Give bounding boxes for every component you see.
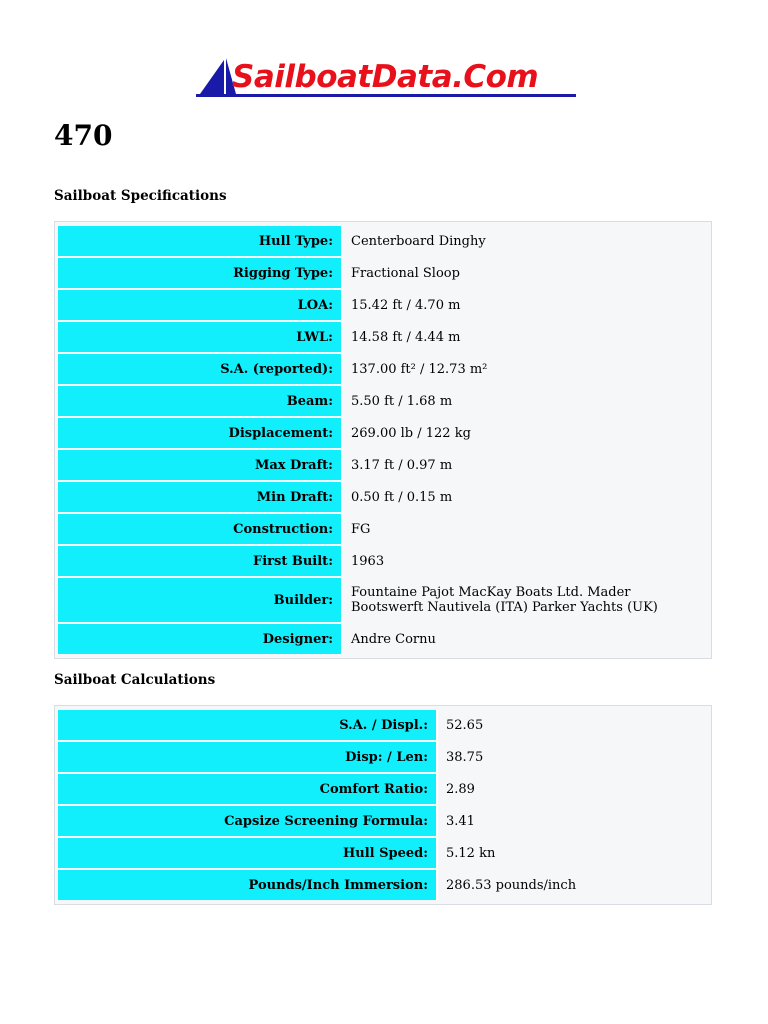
row-label: LWL: (58, 322, 343, 352)
row-value: FG (343, 514, 708, 544)
row-label: Builder: (58, 578, 343, 622)
row-value: 52.65 (438, 710, 708, 740)
table-row (58, 386, 708, 416)
specs-table (54, 221, 712, 659)
calcs-heading: Sailboat Calculations (54, 672, 216, 688)
table-row (58, 624, 708, 654)
row-value: 269.00 lb / 122 kg (343, 418, 708, 448)
row-value: Centerboard Dinghy (343, 226, 708, 256)
table-row (58, 710, 708, 740)
row-label: Hull Speed: (58, 838, 438, 868)
row-label: Displacement: (58, 418, 343, 448)
row-value: 14.58 ft / 4.44 m (343, 322, 708, 352)
row-label: Construction: (58, 514, 343, 544)
table-row (58, 546, 708, 576)
row-value: 0.50 ft / 0.15 m (343, 482, 708, 512)
row-label: Disp: / Len: (58, 742, 438, 772)
row-value: 3.17 ft / 0.97 m (343, 450, 708, 480)
row-value: 286.53 pounds/inch (438, 870, 708, 900)
row-label: S.A. / Displ.: (58, 710, 438, 740)
table-row (58, 578, 708, 622)
row-label: Hull Type: (58, 226, 343, 256)
table-row (58, 774, 708, 804)
logo-text: SailboatData.Com (232, 59, 539, 95)
table-row (58, 742, 708, 772)
row-value: 38.75 (438, 742, 708, 772)
site-logo[interactable] (196, 56, 578, 98)
row-label: S.A. (reported): (58, 354, 343, 384)
row-value: 137.00 ft² / 12.73 m² (343, 354, 708, 384)
table-row (58, 290, 708, 320)
table-row (58, 258, 708, 288)
row-label: Min Draft: (58, 482, 343, 512)
row-label: Beam: (58, 386, 343, 416)
row-value: 15.42 ft / 4.70 m (343, 290, 708, 320)
row-value: Fountaine Pajot MacKay Boats Ltd. Mader Bootswerft Nautivela (ITA) Parker Yachts (UK) (343, 578, 708, 622)
row-label: Rigging Type: (58, 258, 343, 288)
table-row (58, 806, 708, 836)
page-title: 470 (54, 119, 113, 152)
row-label: Pounds/Inch Immersion: (58, 870, 438, 900)
calcs-table (54, 705, 712, 905)
row-value: 2.89 (438, 774, 708, 804)
table-row (58, 418, 708, 448)
row-value: 1963 (343, 546, 708, 576)
table-row (58, 870, 708, 900)
row-value: Fractional Sloop (343, 258, 708, 288)
row-label: Max Draft: (58, 450, 343, 480)
row-value: Andre Cornu (343, 624, 708, 654)
row-value: 5.12 kn (438, 838, 708, 868)
table-row (58, 482, 708, 512)
table-row (58, 354, 708, 384)
row-label: Designer: (58, 624, 343, 654)
row-value: 5.50 ft / 1.68 m (343, 386, 708, 416)
table-row (58, 450, 708, 480)
row-label: First Built: (58, 546, 343, 576)
table-row (58, 514, 708, 544)
row-label: LOA: (58, 290, 343, 320)
row-value: 3.41 (438, 806, 708, 836)
table-row (58, 838, 708, 868)
table-row (58, 226, 708, 256)
specs-heading: Sailboat Specifications (54, 188, 227, 204)
row-label: Capsize Screening Formula: (58, 806, 438, 836)
table-row (58, 322, 708, 352)
row-label: Comfort Ratio: (58, 774, 438, 804)
